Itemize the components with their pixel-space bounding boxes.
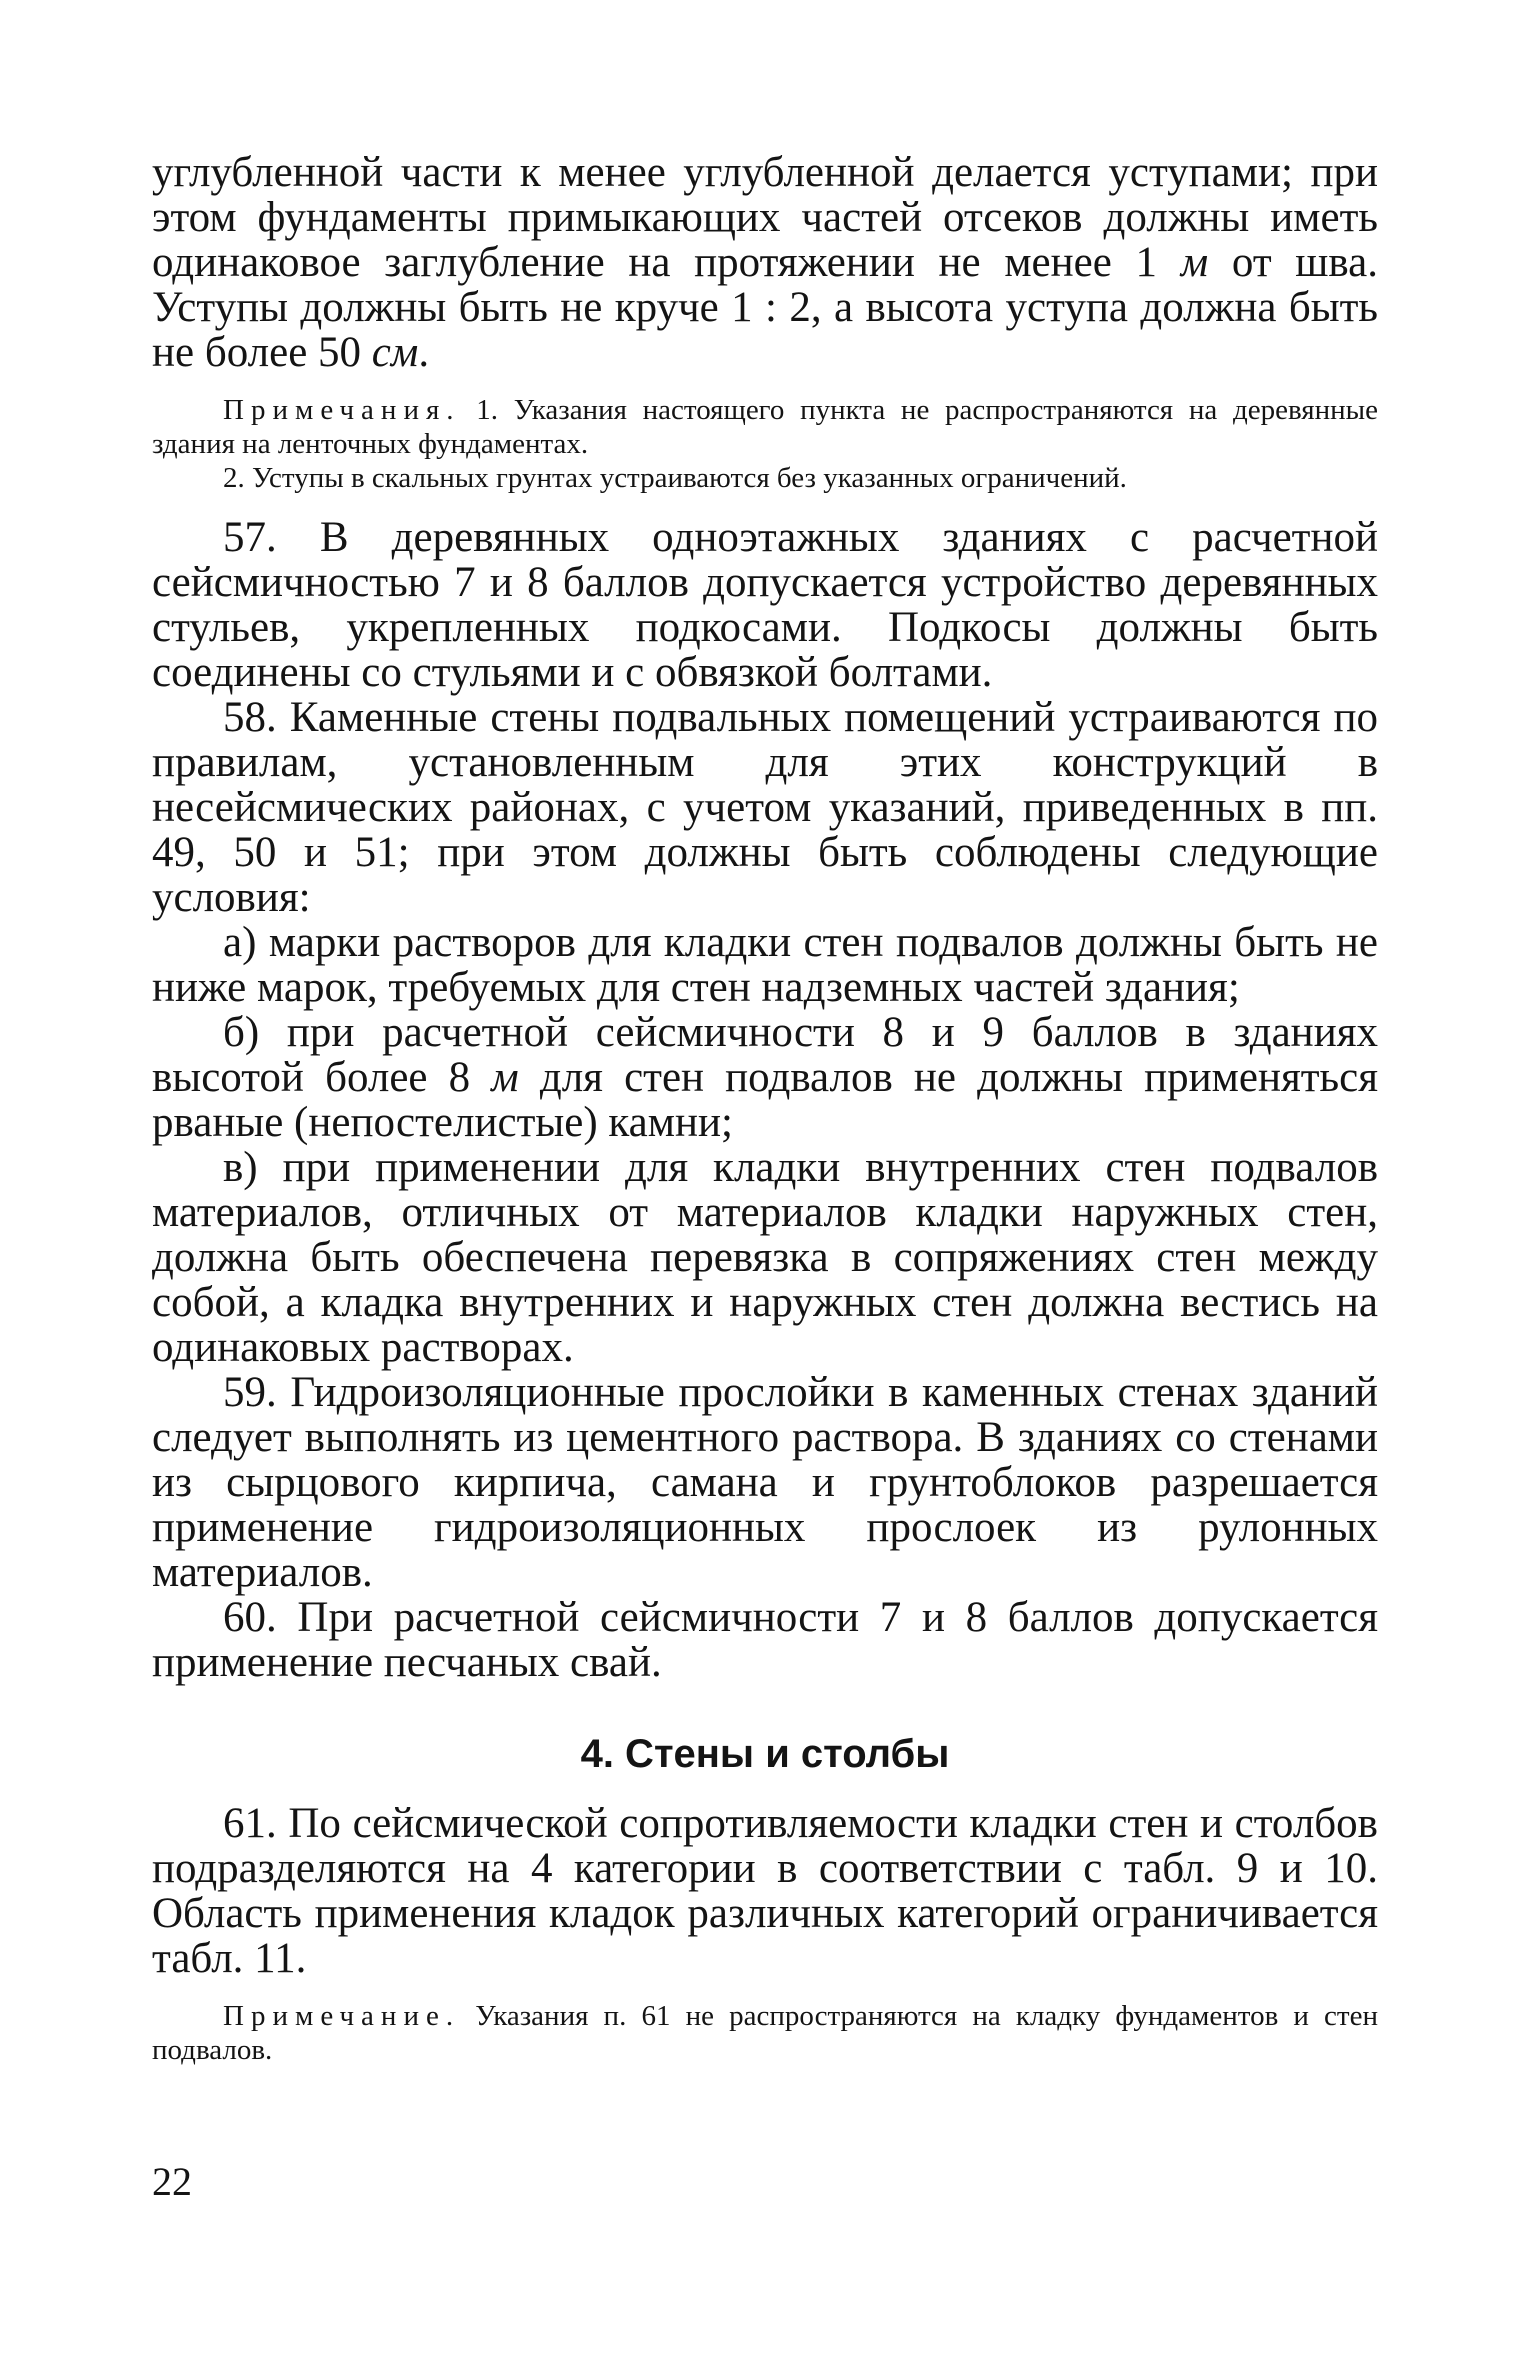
paragraph-end: . [418,329,430,376]
document-page [152,150,1378,2067]
paragraph-58b [152,1010,1378,1145]
note-label: Примечание. [223,2000,461,2032]
note-text: 1. Указания настоящего пункта не распространяются на деревянные здания на ленточных фундаментах. [152,394,1378,460]
paragraph-61: 61. По сейсмической сопротивляемости кладки стен и столбов подразделяются на 4 категории в соответствии с табл. 9 и 10. Область применения кладок различных категорий ограничивается табл. 11. [152,1800,1378,1982]
paragraph-58a: а) марки растворов для кладки стен подвалов должны быть не ниже марок, требуемых для стен надземных частей здания; [152,919,1378,1011]
unit-meter: м [491,1054,519,1101]
paragraph-text: б) при расчетной сейсмичности 8 и 9 баллов в зданиях высотой более 8 [152,1009,1378,1101]
paragraph-text: углубленной части к менее углубленной делается уступами; при этом фундаменты примыкающих частей отсеков должны иметь одинаковое заглубление на протяжении не менее 1 [152,149,1378,286]
note-2: 2. Уступы в скальных грунтах устраиваются без указанных ограничений. [223,462,1127,494]
page-number: 22 [152,2159,192,2204]
note-text: Указания п. 61 не распространяются на кладку фундаментов и стен подвалов. [152,2000,1378,2066]
note-label: Примечания. [223,394,461,426]
paragraph-text: для стен подвалов не должны применяться рваные (непостелистые) камни; [152,1054,1379,1146]
paragraph-text: от шва. Уступы должны быть не круче 1 : 2, а высота уступа должна быть не более 50 [152,239,1378,376]
unit-centimeter: см [371,329,419,376]
paragraph-continuation [152,150,1378,375]
spacer [152,375,1378,393]
paragraph-59: 59. Гидроизоляционные прослойки в каменных стенах зданий следует выполнять из цементного раствора. В зданиях со стенами из сырцового кирпича, самана и грунтоблоков разрешается применение гидроизоляционных прослоек из рулонных материалов. [152,1369,1378,1596]
paragraph-57: 57. В деревянных одноэтажных зданиях с расчетной сейсмичностью 7 и 8 баллов допускается устройство деревянных стульев, укрепленных подкосами. Подкосы должны быть соединены со стульями и с обвязкой болтами. [152,514,1378,696]
unit-meter: м [1180,239,1209,286]
note-1 [152,393,1378,461]
note-3 [152,1999,1378,2067]
paragraph-60: 60. При расчетной сейсмичности 7 и 8 баллов допускается применение песчаных свай. [152,1594,1378,1686]
paragraph-58c: в) при применении для кладки внутренних стен подвалов материалов, отличных от материалов кладки наружных стен, должна быть обеспечена перевязка в сопряжениях стен между собой, а кладка внутренних и наружных стен должна вестись на одинаковых растворах. [152,1144,1378,1371]
spacer [152,1981,1378,1999]
spacer [152,495,1378,515]
paragraph-58: 58. Каменные стены подвальных помещений устраиваются по правилам, установленным для этих конструкций в несейсмических районах, с учетом указаний, приведенных в пп. 49, 50 и 51; при этом должны быть соблюдены следующие условия: [152,694,1378,921]
section-heading: 4. Стены и столбы [580,1732,950,1776]
